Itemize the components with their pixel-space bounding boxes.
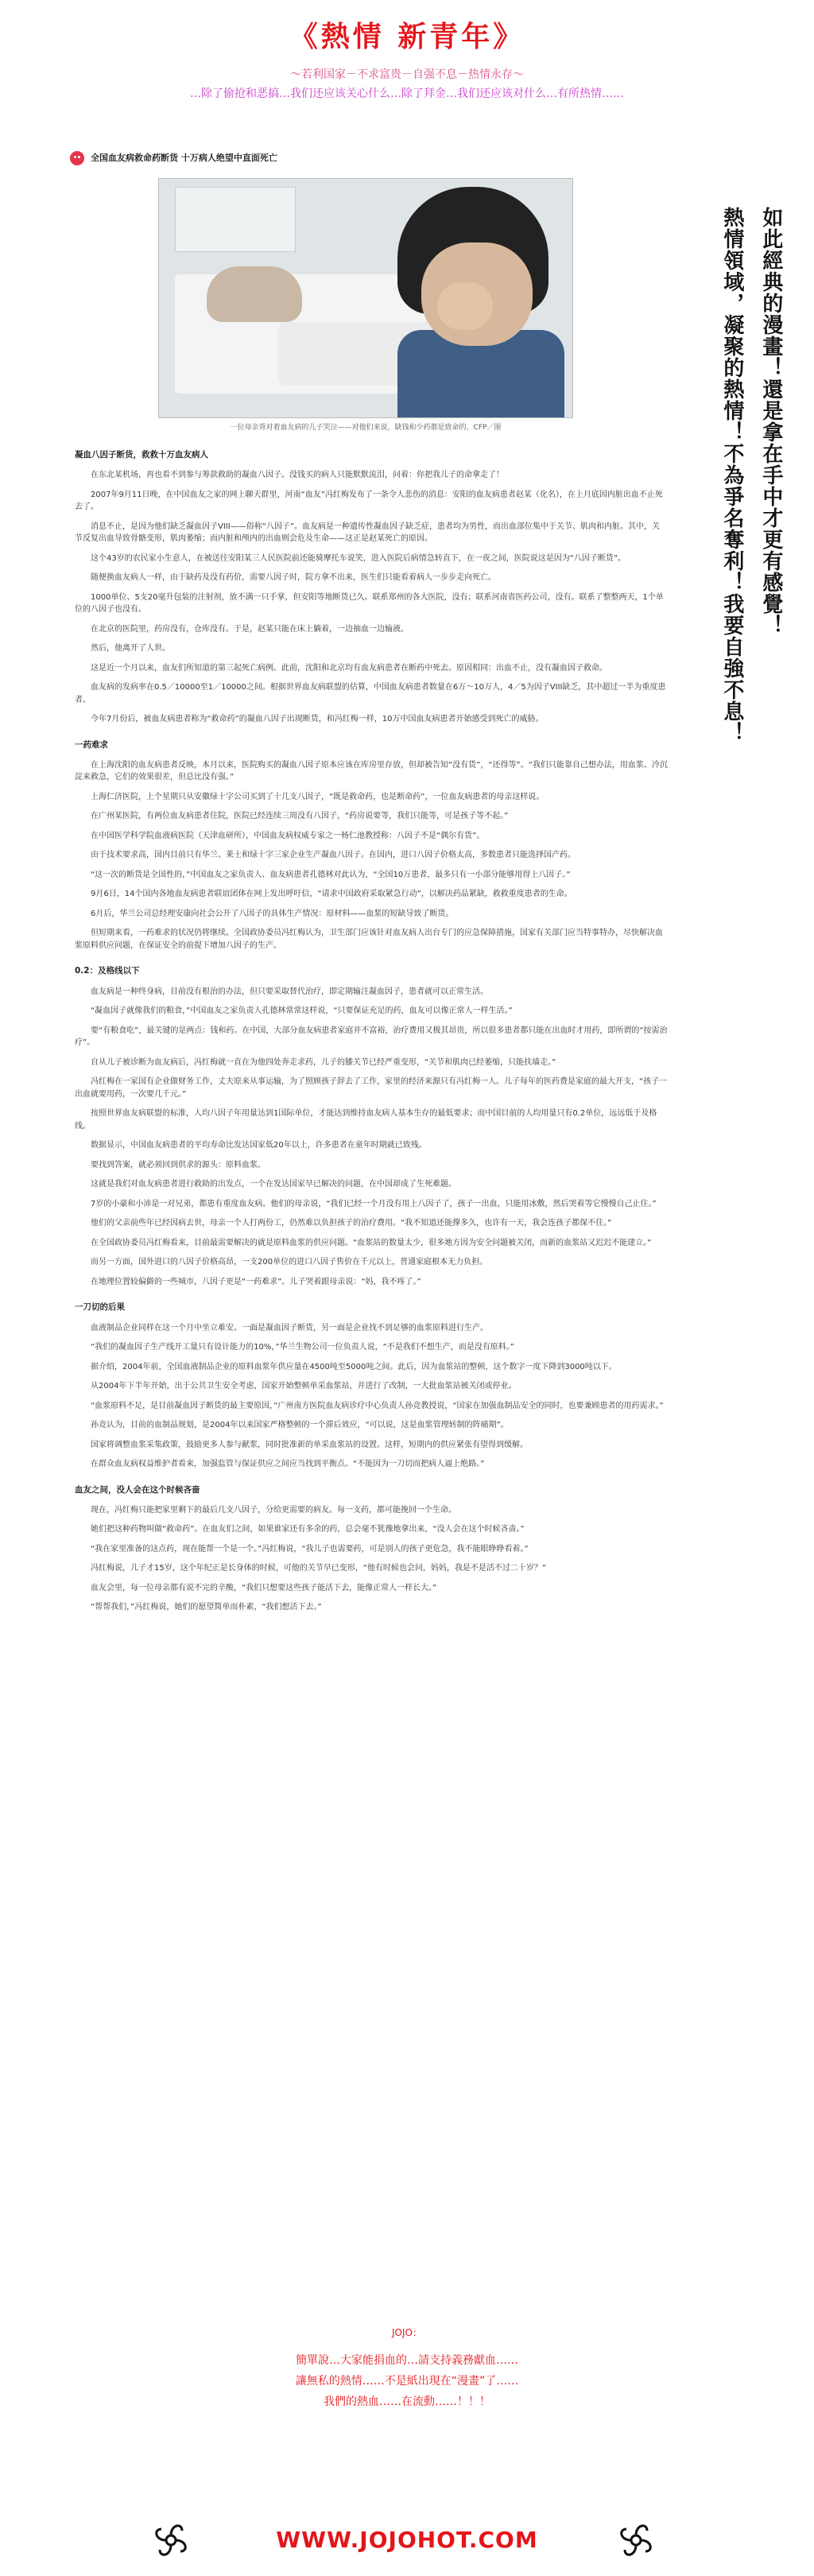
paragraph: 7岁的小豪和小沛是一对兄弟，都患有重度血友病。他们的母亲说，“我们已经一个月没有用上八因子了，孩子一出血，只能用冰敷，然后哭着等它慢慢自己止住。”: [91, 1199, 657, 1208]
paragraph: 上海仁济医院，上个星期只从安徽绿十字公司买到了十几支八因子，“既是救命药，也是断命药”，一位血友病患者的母亲这样说。: [91, 792, 545, 801]
section-heading: 一药难求: [75, 739, 108, 750]
motto-line-1: ～若利国家－不求富贵－自强不息－热情永存～: [290, 68, 524, 81]
vertical-slogan-right: 如此經典的漫畫！還是拿在手中才更有感覺！: [758, 207, 783, 636]
article-body: [64, 448, 668, 1614]
paragraph: “我在家里准备的这点药，现在能帮一个是一个。”冯红梅说，“我儿子也需要药，可是别人的孩子更危急，我不能眼睁睁看着。”: [91, 1544, 529, 1554]
photo-caption: 一位母亲背对着血友病的儿子哭泣——对他们来说，缺钱和少药都是致命的。CFP／图: [230, 424, 502, 432]
paragraph: 然后，他离开了人世。: [91, 644, 170, 654]
footer: [0, 2326, 814, 2414]
article: [64, 151, 668, 1621]
page-title: 《熱情 新青年》: [289, 20, 525, 53]
paragraph: 血友会里，每一位母亲都有说不完的辛酸，“我们只想要这些孩子能活下去，能像正常人一样长大。”: [91, 1583, 437, 1593]
footer-line-2: 讓無私的熱情……不是紙出現在“漫畫”了……: [295, 2375, 519, 2388]
paragraph: 今年7月份后，被血友病患者称为“救命药”的凝血八因子出现断货，和冯红梅一样，10万中国血友病患者开始感受到死亡的威胁。: [91, 715, 544, 724]
paragraph: 1000单位、5支20毫升包装的注射剂，放不满一只手掌，但安阳等地断货已久。联系郑州的各大医院，没有；联系河南省医药公司，没有。联系了整整两天，1个单位的八因子也没有。: [75, 592, 664, 615]
section-heading: 一刀切的后果: [75, 1302, 125, 1313]
paragraph: 国家将调整血浆采集政策，鼓励更多人参与献浆，同时批准新的单采血浆站的设置。这样，短期内的供应紧张有望得到缓解。: [91, 1440, 528, 1449]
paragraph: “凝血因子就像我们的粮食，”中国血友之家负责人孔德林常常这样说，“只要保证充足的药，血友可以像正常人一样生活。”: [91, 1007, 513, 1016]
paragraph: 消息不止，是因为他们缺乏凝血因子VIII——俗称“八因子”。血友病是一种遗传性凝血因子缺乏症，患者均为男性，而出血部位集中于关节、肌肉和内脏。其中，关节反复出血导致骨骼变形，肌肉萎缩；而内脏和颅内的出血则会危及生命——这正是赵某死亡的原因。: [75, 522, 661, 544]
paragraph: 在广州某医院，有两位血友病患者住院，医院已经连续三周没有八因子，“药房说要等，我们只能等，可是孩子等不起。”: [91, 812, 509, 821]
smiley-icon: [70, 151, 84, 165]
paragraph: 血友病是一种终身病，目前没有根治的办法，但只要采取替代治疗，即定期输注凝血因子，患者就可以正常生活。: [91, 987, 488, 996]
paragraph: 按照世界血友病联盟的标准，人均八因子年用量达到1国际单位，才能达到维持血友病人基本生存的最低要求；而中国目前的人均用量只有0.2单位，远远低于及格线。: [75, 1109, 657, 1131]
paragraph: 在中国医学科学院血液病医院（天津血研所），中国血友病权威专家之一杨仁池教授称：八因子不是“偶尔有货”。: [91, 831, 485, 840]
footer-line-1: 簡單說…大家能捐血的…請支持義務獻血……: [296, 2354, 518, 2367]
paragraph: 孙竞认为，目前的血制品规划，是2004年以来国家严格整顿的一个滞后效应，“可以说，这是血浆管理转制的阵痛期”。: [91, 1421, 509, 1430]
paragraph: “血浆原料不足，是目前凝血因子断货的最主要原因，”广州南方医院血友病诊疗中心负责人孙竞教授说，“国家在加强血制品安全的同时，也要兼顾患者的用药需求。”: [91, 1401, 664, 1410]
paragraph: 在群众血友病权益维护者看来，加强监管与保证供应之间应当找到平衡点。“不能因为一刀切而把病人逼上绝路。”: [91, 1460, 485, 1468]
paragraph: 在地理位置较偏僻的一些城市，八因子更是“一药难求”。儿子哭着跟母亲说：“妈，我不疼了。”: [91, 1277, 421, 1286]
paragraph: 她们把这种药物叫做“救命药”。在血友们之间，如果谁家还有多余的药，总会毫不犹豫地拿出来，“没人会在这个时候吝啬。”: [91, 1525, 525, 1534]
signature: JOJO：: [392, 2327, 422, 2338]
site-link[interactable]: WWW.JOJOHOT.COM: [276, 2527, 538, 2553]
article-photo: [158, 178, 573, 418]
paragraph: 由于技术要求高，国内目前只有华兰、莱士和绿十字三家企业生产凝血八因子。在国内，进口八因子价格太高，多数患者只能选择国产药。: [91, 851, 576, 860]
paragraph: 在北京的医院里，药房没有，仓库没有。于是，赵某只能在床上躺着，一边抽血一边输液。: [91, 624, 409, 634]
article-headline: [70, 151, 668, 165]
paragraph: 6月后，华兰公司总经理安康向社会公开了八因子的具体生产情况：原材料——血浆的短缺导致了断货。: [91, 909, 454, 918]
paragraph: 2007年9月11日晚，在中国血友之家的网上聊天群里，河南“血友”冯红梅发布了一条令人悲伤的消息：安阳的血友病患者赵某（化名），在上月底因内脏出血不止死去了。: [75, 490, 663, 512]
paragraph: 他们的父亲前些年已经因病去世，母亲一个人打两份工，仍然难以负担孩子的治疗费用。“我不知道还能撑多久，也许有一天，我会连孩子都保不住。”: [91, 1219, 612, 1228]
motto-line-2: …除了偷抢和恶搞…我们还应该关心什么…除了拜金…我们还应该对什么…有所热情……: [190, 87, 624, 100]
paragraph: “这一次的断货是全国性的，”中国血友之家负责人、血友病患者孔德林对此认为，“全国10万患者，最多只有一小部分能够用得上八因子。”: [91, 870, 571, 879]
headline-text: 全国血友病救命药断货 十万病人绝望中直面死亡: [91, 153, 277, 164]
paragraph: 这个43岁的农民家小生意人，在被送往安阳某三人民医院前还能骑摩托车说笑，进入医院后病情急转直下，在一夜之间，医院说这是因为“八因子断货”。: [91, 553, 626, 563]
paragraph: 从2004年下半年开始，出于公共卫生安全考虑，国家开始整顿单采血浆站，并进行了改制，一大批血浆站被关闭或停业。: [91, 1382, 517, 1391]
paragraph: “我们的凝血因子生产线开工量只有设计能力的10%，”华兰生物公司一位负责人说，“不是我们不想生产，而是没有原料。”: [91, 1343, 514, 1352]
paragraph: 随便换血友病人一样，由于缺药及没有药价，需要八因子时，院方拿不出来，医生们只能看着病人一步步走向死亡。: [91, 573, 496, 583]
paragraph: 在上海沈阳的血友病患者反映，本月以来，医院购买的凝血八因子原本应该在库房里存放，但却被告知“没有货”，“还得等”。“我们只能靠自己想办法，用血浆、冷沉淀来救急，它们的效果很差，但总比没有强。”: [75, 760, 668, 782]
paragraph: 血液制品企业同样在这一个月中坐立难安。一面是凝血因子断货，另一面是企业找不到足够的血浆原料进行生产。: [91, 1323, 488, 1333]
paragraph: “帮帮我们，”冯红梅说，她们的愿望简单而朴素，“我们想活下去。”: [91, 1603, 322, 1612]
paragraph: 9月6日，14个国内各地血友病患者联谊团体在网上发出呼吁信，“请求中国政府采取紧急行动”，以解决药品紧缺，救救重度患者的生命。: [91, 890, 572, 899]
paragraph: 冯红梅说，儿子才15岁，这个年纪正是长身体的时候，可他的关节早已变形，“他有时候也会问，妈妈，我是不是活不过二十岁？”: [91, 1564, 547, 1573]
section-heading: 0.2：及格线以下: [75, 966, 140, 976]
paragraph: 在东北某机场，再也看不到参与筹款救助的凝血八因子。没钱买的病人只能默默流泪，问着：你把我儿子的命拿走了！: [91, 471, 504, 480]
footer-line-3: 我們的熱血……在流動……！！！: [324, 2396, 490, 2408]
paragraph: 要“有粮食吃”，最关键的是两点：钱和药。在中国，大部分血友病患者家庭并不富裕，治疗费用又极其昂贵，所以很多患者都只能在出血时才用药，即所谓的“按需治疗”。: [75, 1026, 668, 1048]
paragraph: 数据显示，中国血友病患者的平均寿命比发达国家低20年以上，许多患者在童年时期就已致残。: [91, 1141, 427, 1150]
paragraph: 冯红梅在一家国有企业做财务工作，丈夫原来从事运输，为了照顾孩子辞去了工作，家里的经济来源只有冯红梅一人。儿子每年的医药费是家庭的最大开支，“孩子一出血就要用药，一次要几千元。”: [75, 1077, 668, 1099]
paragraph: 血友病的发病率在0.5／10000至1／10000之间。根据世界血友病联盟的估算，中国血友病患者数量在6万～10万人，4／5为因子VIII缺乏，其中超过一半为重度患者。: [75, 683, 666, 704]
vertical-slogan-left: 熱情領域，凝聚的熱情！不為爭名奪利！我要自強不息！: [719, 207, 744, 743]
paragraph: 现在，冯红梅只能把家里剩下的最后几支八因子，分给更需要的病友。每一支药，都可能挽回一个生命。: [91, 1505, 456, 1515]
paragraph: 这是近一个月以来，血友们所知道的第三起死亡病例。此前，沈阳和北京均有血友病患者在断药中死去。原因相同：出血不止，没有凝血因子救命。: [91, 663, 607, 673]
section-heading: 血友之间，没人会在这个时候吝啬: [75, 1484, 200, 1495]
section-heading: 凝血八因子断货，救救十万血友病人: [75, 449, 208, 460]
paragraph: 自从儿子被诊断为血友病后，冯红梅就一直在为他四处奔走求药，儿子的膝关节已经严重变形，“关节和肌肉已经萎缩，只能扶墙走。”: [91, 1057, 556, 1067]
paragraph: 但短期来看，一药难求的状况仍将继续。全国政协委员冯红梅认为，卫生部门应该针对血友病人出台专门的应急保障措施，国家有关部门应当特事特办，尽快解决血浆原料供应问题，在保证安全的前提下增加八因子的生产。: [75, 929, 663, 950]
paragraph: 这就是我们对血友病患者进行救助的出发点，一个在发达国家早已解决的问题，在中国却成了生死难题。: [91, 1180, 456, 1189]
paragraph: 而另一方面，国外进口的八因子价格高昂，一支200单位的进口八因子售价在千元以上，普通家庭根本无力负担。: [91, 1258, 488, 1267]
paragraph: 在全国政协委员冯红梅看来，目前最需要解决的就是原料血浆的供应问题。“血浆站的数量太少，很多地方因为安全问题被关闭，而新的血浆站又迟迟不能建立。”: [91, 1238, 652, 1247]
page-header: [0, 14, 814, 101]
swirl-ornament-icon: [612, 2516, 660, 2564]
paragraph: 据介绍，2004年前，全国血液制品企业的原料血浆年供应量在4500吨至5000吨之间。此后，因为血浆站的整顿，这个数字一度下降到3000吨以下。: [91, 1362, 617, 1371]
paragraph: 要找到答案，就必须回到供求的源头：原料血浆。: [91, 1160, 266, 1170]
